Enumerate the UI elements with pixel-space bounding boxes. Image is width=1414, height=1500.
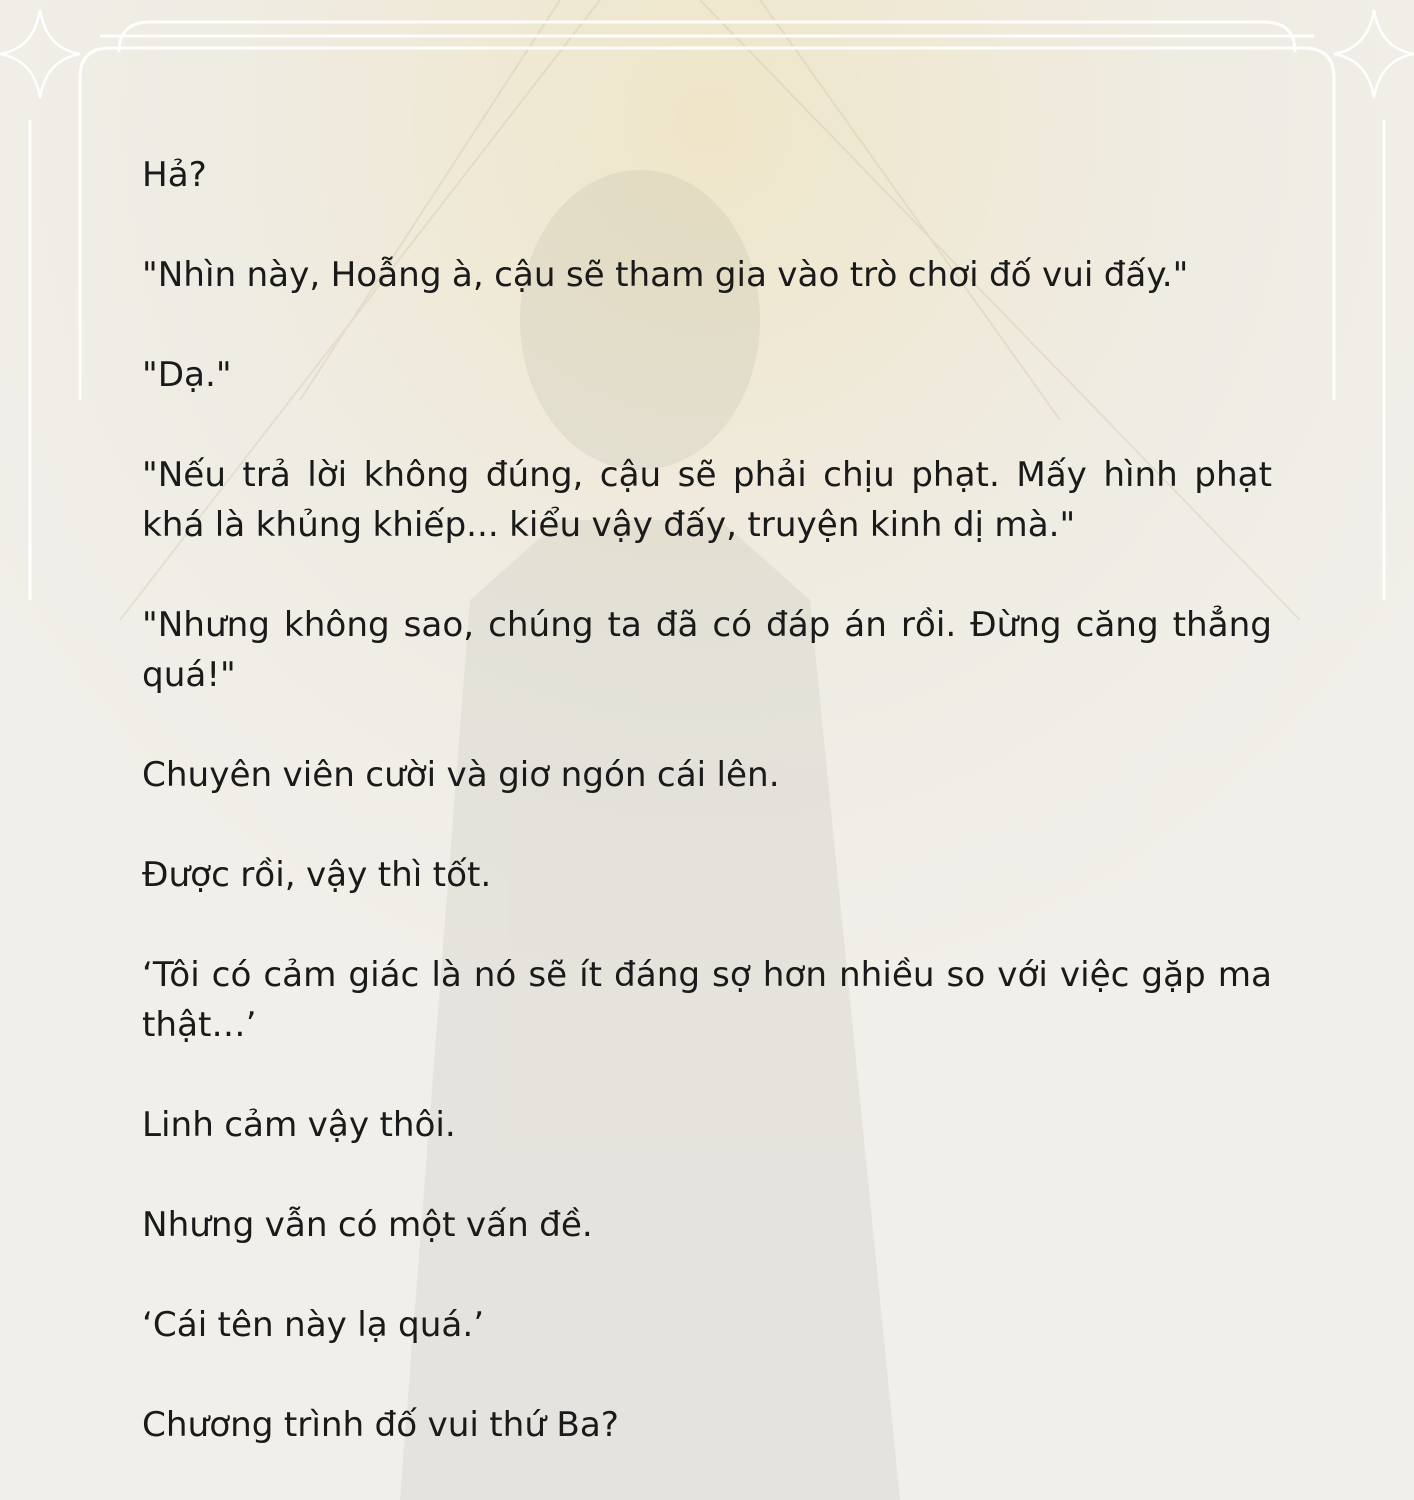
paragraph: "Dạ." — [142, 355, 232, 395]
paragraph: Hả? — [142, 155, 207, 195]
paragraph: Nhưng vẫn có một vấn đề. — [142, 1205, 593, 1245]
chapter-text — [142, 150, 1272, 1450]
paragraph: "Nếu trả lời không đúng, cậu sẽ phải chịu phạt. Mấy hình phạt khá là khủng khiếp... kiểu vậy đấy, truyện kinh dị mà." — [142, 455, 1272, 545]
paragraph: "Nhưng không sao, chúng ta đã có đáp án rồi. Đừng căng thẳng quá!" — [142, 605, 1272, 695]
paragraph: ‘Tôi có cảm giác là nó sẽ ít đáng sợ hơn nhiều so với việc gặp ma thật…’ — [142, 955, 1272, 1045]
paragraph: Chuyên viên cười và giơ ngón cái lên. — [142, 755, 780, 795]
paragraph: Được rồi, vậy thì tốt. — [142, 855, 492, 895]
paragraph: Chương trình đố vui thứ Ba? — [142, 1405, 619, 1445]
paragraph: Linh cảm vậy thôi. — [142, 1105, 456, 1145]
paragraph: ‘Cái tên này lạ quá.’ — [142, 1305, 485, 1345]
paragraph: "Nhìn này, Hoẫng à, cậu sẽ tham gia vào trò chơi đố vui đấy." — [142, 255, 1189, 295]
